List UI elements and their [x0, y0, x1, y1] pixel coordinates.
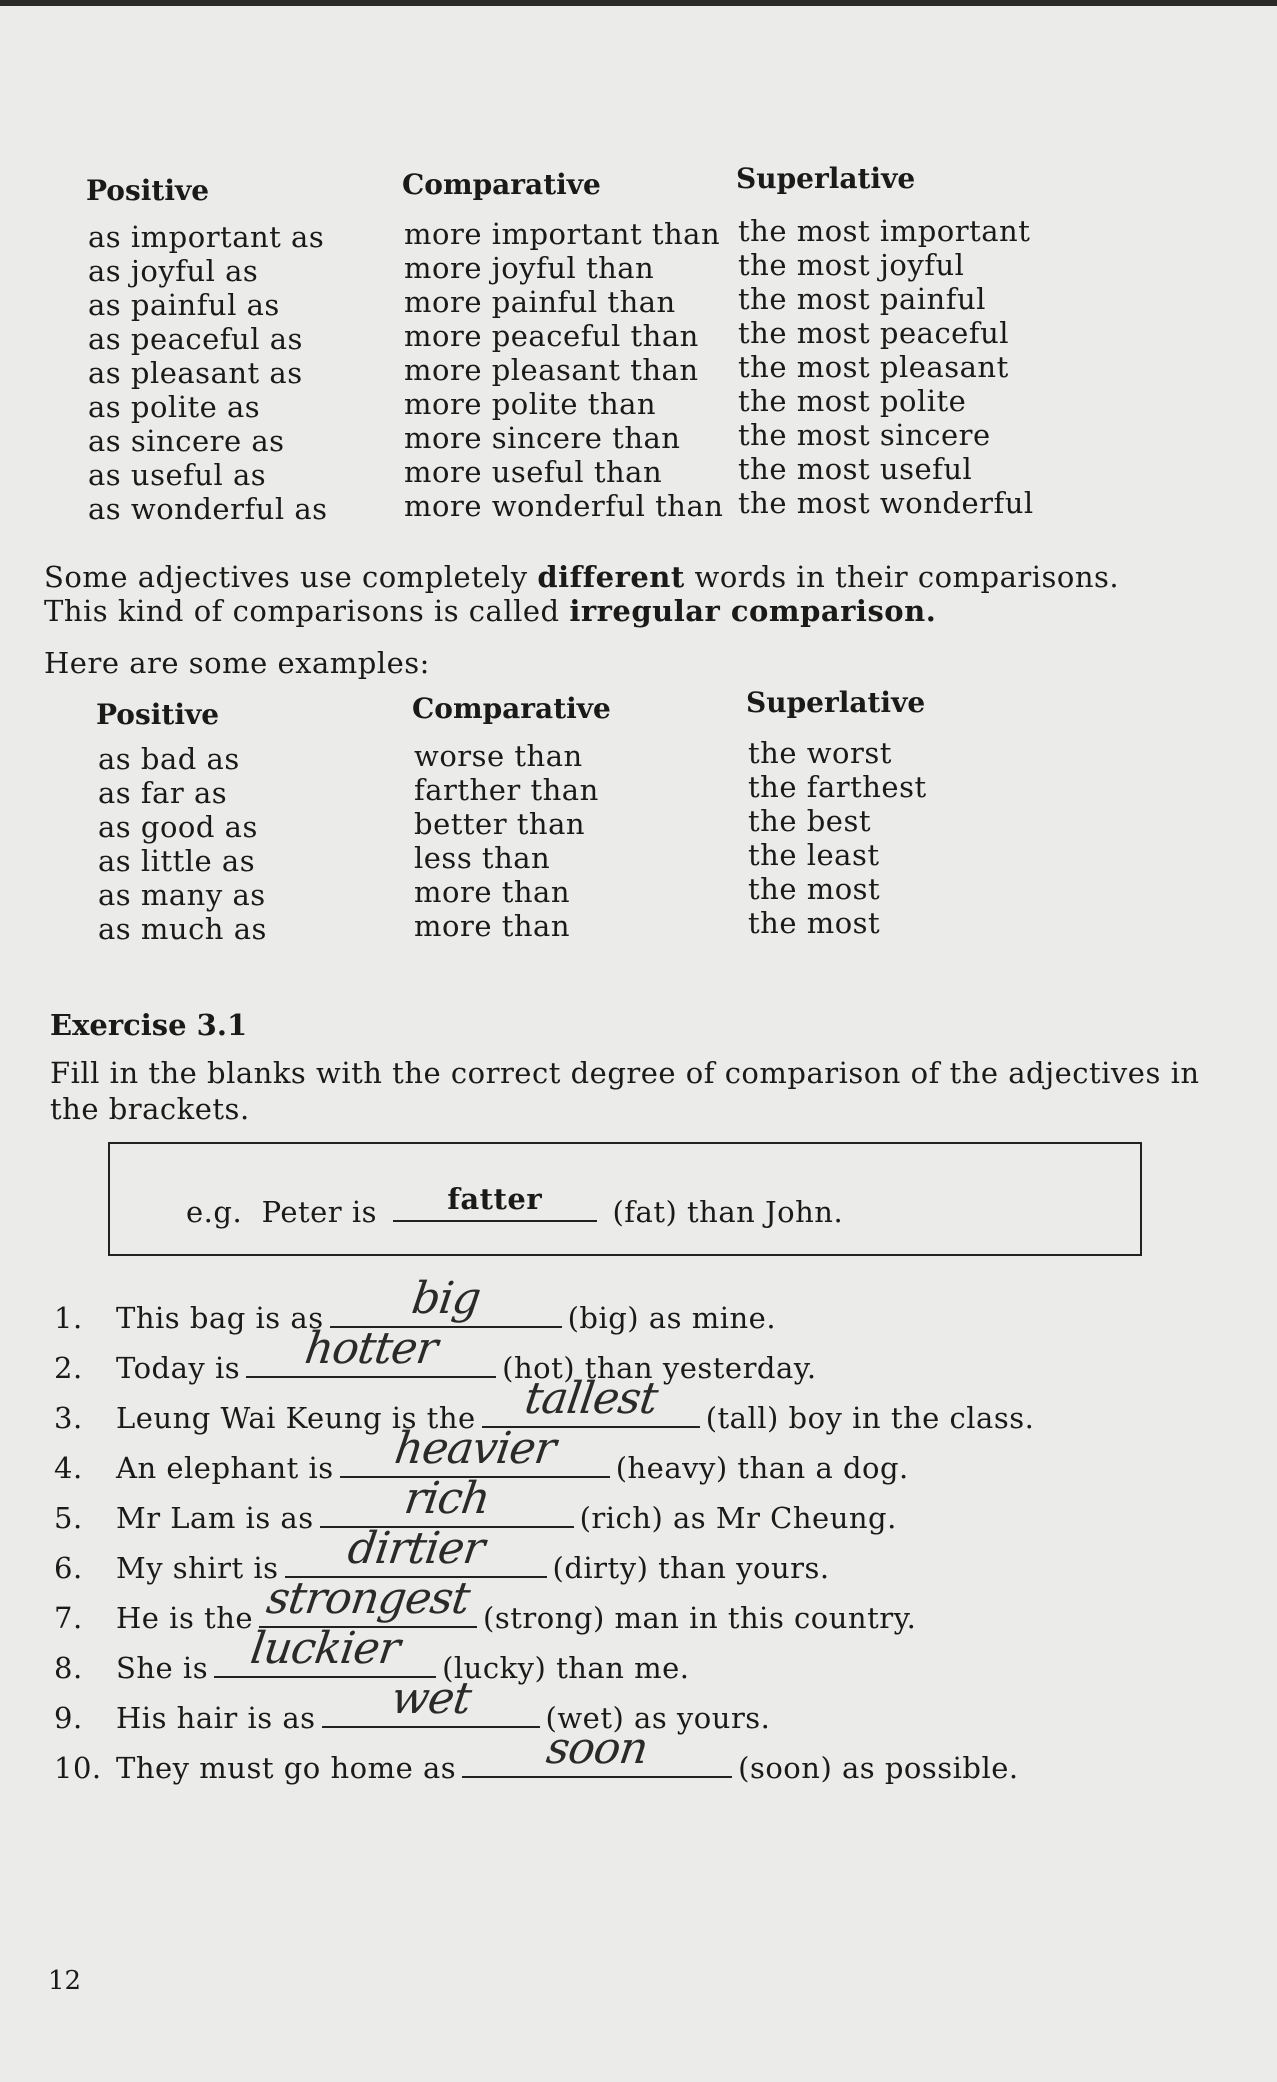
page-top-border [0, 0, 1277, 6]
handwritten-answer: dirtier [344, 1522, 487, 1574]
table-cell-comparative: more pleasant than [404, 353, 699, 387]
item-number: 9. [54, 1701, 83, 1735]
table-cell-positive: as wonderful as [88, 492, 328, 526]
table-cell-positive: as sincere as [88, 424, 285, 458]
item-text-before: Mr Lam is as [116, 1501, 314, 1535]
exercise-instruction-2: the brackets. [50, 1092, 250, 1126]
table-cell-superlative: the most pleasant [738, 350, 1009, 384]
item-text-after: (big) as mine. [567, 1301, 777, 1335]
table-cell-superlative: the most painful [738, 282, 986, 316]
item-number: 1. [54, 1301, 83, 1335]
item-text-before: They must go home as [116, 1750, 457, 1785]
item-number: 3. [54, 1401, 83, 1435]
table-cell-positive: as good as [98, 810, 258, 844]
handwritten-answer: luckier [247, 1622, 403, 1674]
table-cell-comparative: more than [414, 909, 570, 943]
item-number: 6. [54, 1550, 83, 1585]
table-cell-comparative: more important than [404, 217, 721, 251]
table-cell-comparative: worse than [414, 739, 583, 773]
handwritten-answer: strongest [263, 1573, 473, 1624]
table-cell-positive: as peaceful as [88, 322, 303, 356]
table-cell-superlative: the most sincere [738, 418, 991, 452]
table-cell-superlative: the least [748, 838, 880, 872]
table-cell-positive: as little as [98, 844, 256, 878]
item-text-before: This bag is as [116, 1301, 324, 1335]
table-cell-positive: as many as [98, 878, 266, 912]
table-cell-comparative: more useful than [404, 455, 663, 489]
table-cell-superlative: the most polite [738, 384, 967, 418]
handwritten-answer: rich [400, 1473, 493, 1524]
table-cell-superlative: the most [748, 906, 881, 940]
intro-line-2 [44, 594, 936, 628]
item-text-after: (lucky) than me. [442, 1650, 690, 1685]
example-blank [393, 1182, 597, 1222]
handwritten-answer: soon [543, 1722, 651, 1774]
item-number: 2. [54, 1350, 83, 1385]
table-cell-positive: as important as [88, 220, 325, 254]
table-cell-positive: as useful as [88, 458, 267, 492]
item-text-after: (strong) man in this country. [483, 1601, 917, 1635]
item-text-after: (soon) as possible. [738, 1750, 1019, 1785]
example-sentence [186, 1182, 844, 1229]
header-positive: Positive [96, 698, 220, 731]
table-cell-positive: as joyful as [88, 254, 259, 288]
item-text-after: (dirty) than yours. [552, 1550, 830, 1585]
item-number: 4. [54, 1450, 83, 1485]
item-number: 10. [54, 1750, 102, 1785]
example-after: (fat) than John. [612, 1195, 844, 1229]
intro-text: words in their comparisons. [694, 560, 1120, 594]
item-text-before: She is [116, 1650, 209, 1685]
item-text-before: Leung Wai Keung is the [116, 1401, 476, 1435]
example-before: Peter is [261, 1195, 378, 1229]
table-cell-superlative: the best [748, 804, 871, 838]
table-cell-comparative: more polite than [404, 387, 657, 421]
item-number: 7. [54, 1601, 83, 1635]
table-cell-comparative: farther than [414, 773, 599, 807]
intro-line-1 [44, 560, 1119, 594]
item-number: 8. [54, 1650, 83, 1685]
item-text-before: An elephant is [116, 1450, 334, 1485]
table-cell-superlative: the most wonderful [738, 486, 1034, 520]
table-cell-superlative: the worst [748, 736, 892, 770]
handwritten-answer: hotter [301, 1322, 441, 1374]
table-cell-superlative: the farthest [748, 770, 927, 804]
item-text-after: (wet) as yours. [545, 1701, 771, 1735]
header-comparative: Comparative [402, 168, 601, 201]
table-cell-superlative: the most important [738, 214, 1031, 248]
header-superlative: Superlative [746, 686, 926, 719]
table-cell-positive: as much as [98, 912, 267, 946]
intro-line-3: Here are some examples: [44, 646, 430, 680]
item-number: 5. [54, 1501, 83, 1535]
header-positive: Positive [86, 174, 210, 207]
exercise-title: Exercise 3.1 [50, 1008, 248, 1042]
handwritten-answer: big [408, 1273, 483, 1324]
exercise-item [54, 1722, 1019, 1785]
item-text-before: My shirt is [116, 1550, 279, 1585]
table-cell-comparative: more wonderful than [404, 489, 724, 523]
table-cell-comparative: more than [414, 875, 570, 909]
table-cell-comparative: more joyful than [404, 251, 655, 285]
header-superlative: Superlative [736, 162, 916, 195]
table-cell-positive: as far as [98, 776, 228, 810]
item-text-after: (hot) than yesterday. [502, 1350, 817, 1385]
table-cell-comparative: less than [414, 841, 551, 875]
answer-blank[interactable] [462, 1722, 732, 1778]
item-text-before: Today is [116, 1350, 241, 1385]
table-cell-superlative: the most joyful [738, 248, 965, 282]
table-cell-comparative: more painful than [404, 285, 676, 319]
table-cell-superlative: the most [748, 872, 881, 906]
handwritten-answer: wet [387, 1673, 474, 1724]
item-text-before: He is the [116, 1601, 254, 1635]
handwritten-answer: heavier [391, 1422, 559, 1474]
intro-text: Some adjectives use completely [44, 560, 528, 594]
table-cell-comparative: more sincere than [404, 421, 681, 455]
table-cell-positive: as bad as [98, 742, 240, 776]
example-label: e.g. [186, 1195, 243, 1229]
handwritten-answer: tallest [521, 1373, 660, 1424]
exercise-item [54, 1573, 917, 1635]
intro-text: This kind of comparisons is called [44, 594, 560, 628]
item-text-after: (heavy) than a dog. [615, 1450, 909, 1485]
page-number: 12 [48, 1966, 82, 1996]
table-cell-superlative: the most useful [738, 452, 973, 486]
item-text-after: (tall) boy in the class. [705, 1401, 1035, 1435]
item-text-after: (rich) as Mr Cheung. [579, 1501, 897, 1535]
example-answer: fatter [447, 1182, 543, 1216]
table-cell-superlative: the most peaceful [738, 316, 1010, 350]
answer-blank[interactable] [246, 1322, 496, 1378]
table-cell-positive: as polite as [88, 390, 261, 424]
intro-bold-different: different [537, 560, 685, 594]
item-text-before: His hair is as [116, 1701, 316, 1735]
table-cell-comparative: better than [414, 807, 586, 841]
exercise-instruction-1: Fill in the blanks with the correct degree of comparison of the adjectives in [50, 1056, 1200, 1090]
table-cell-positive: as pleasant as [88, 356, 303, 390]
header-comparative: Comparative [412, 692, 611, 725]
table-cell-positive: as painful as [88, 288, 280, 322]
table-cell-comparative: more peaceful than [404, 319, 699, 353]
intro-bold-irregular: irregular comparison. [569, 594, 937, 628]
